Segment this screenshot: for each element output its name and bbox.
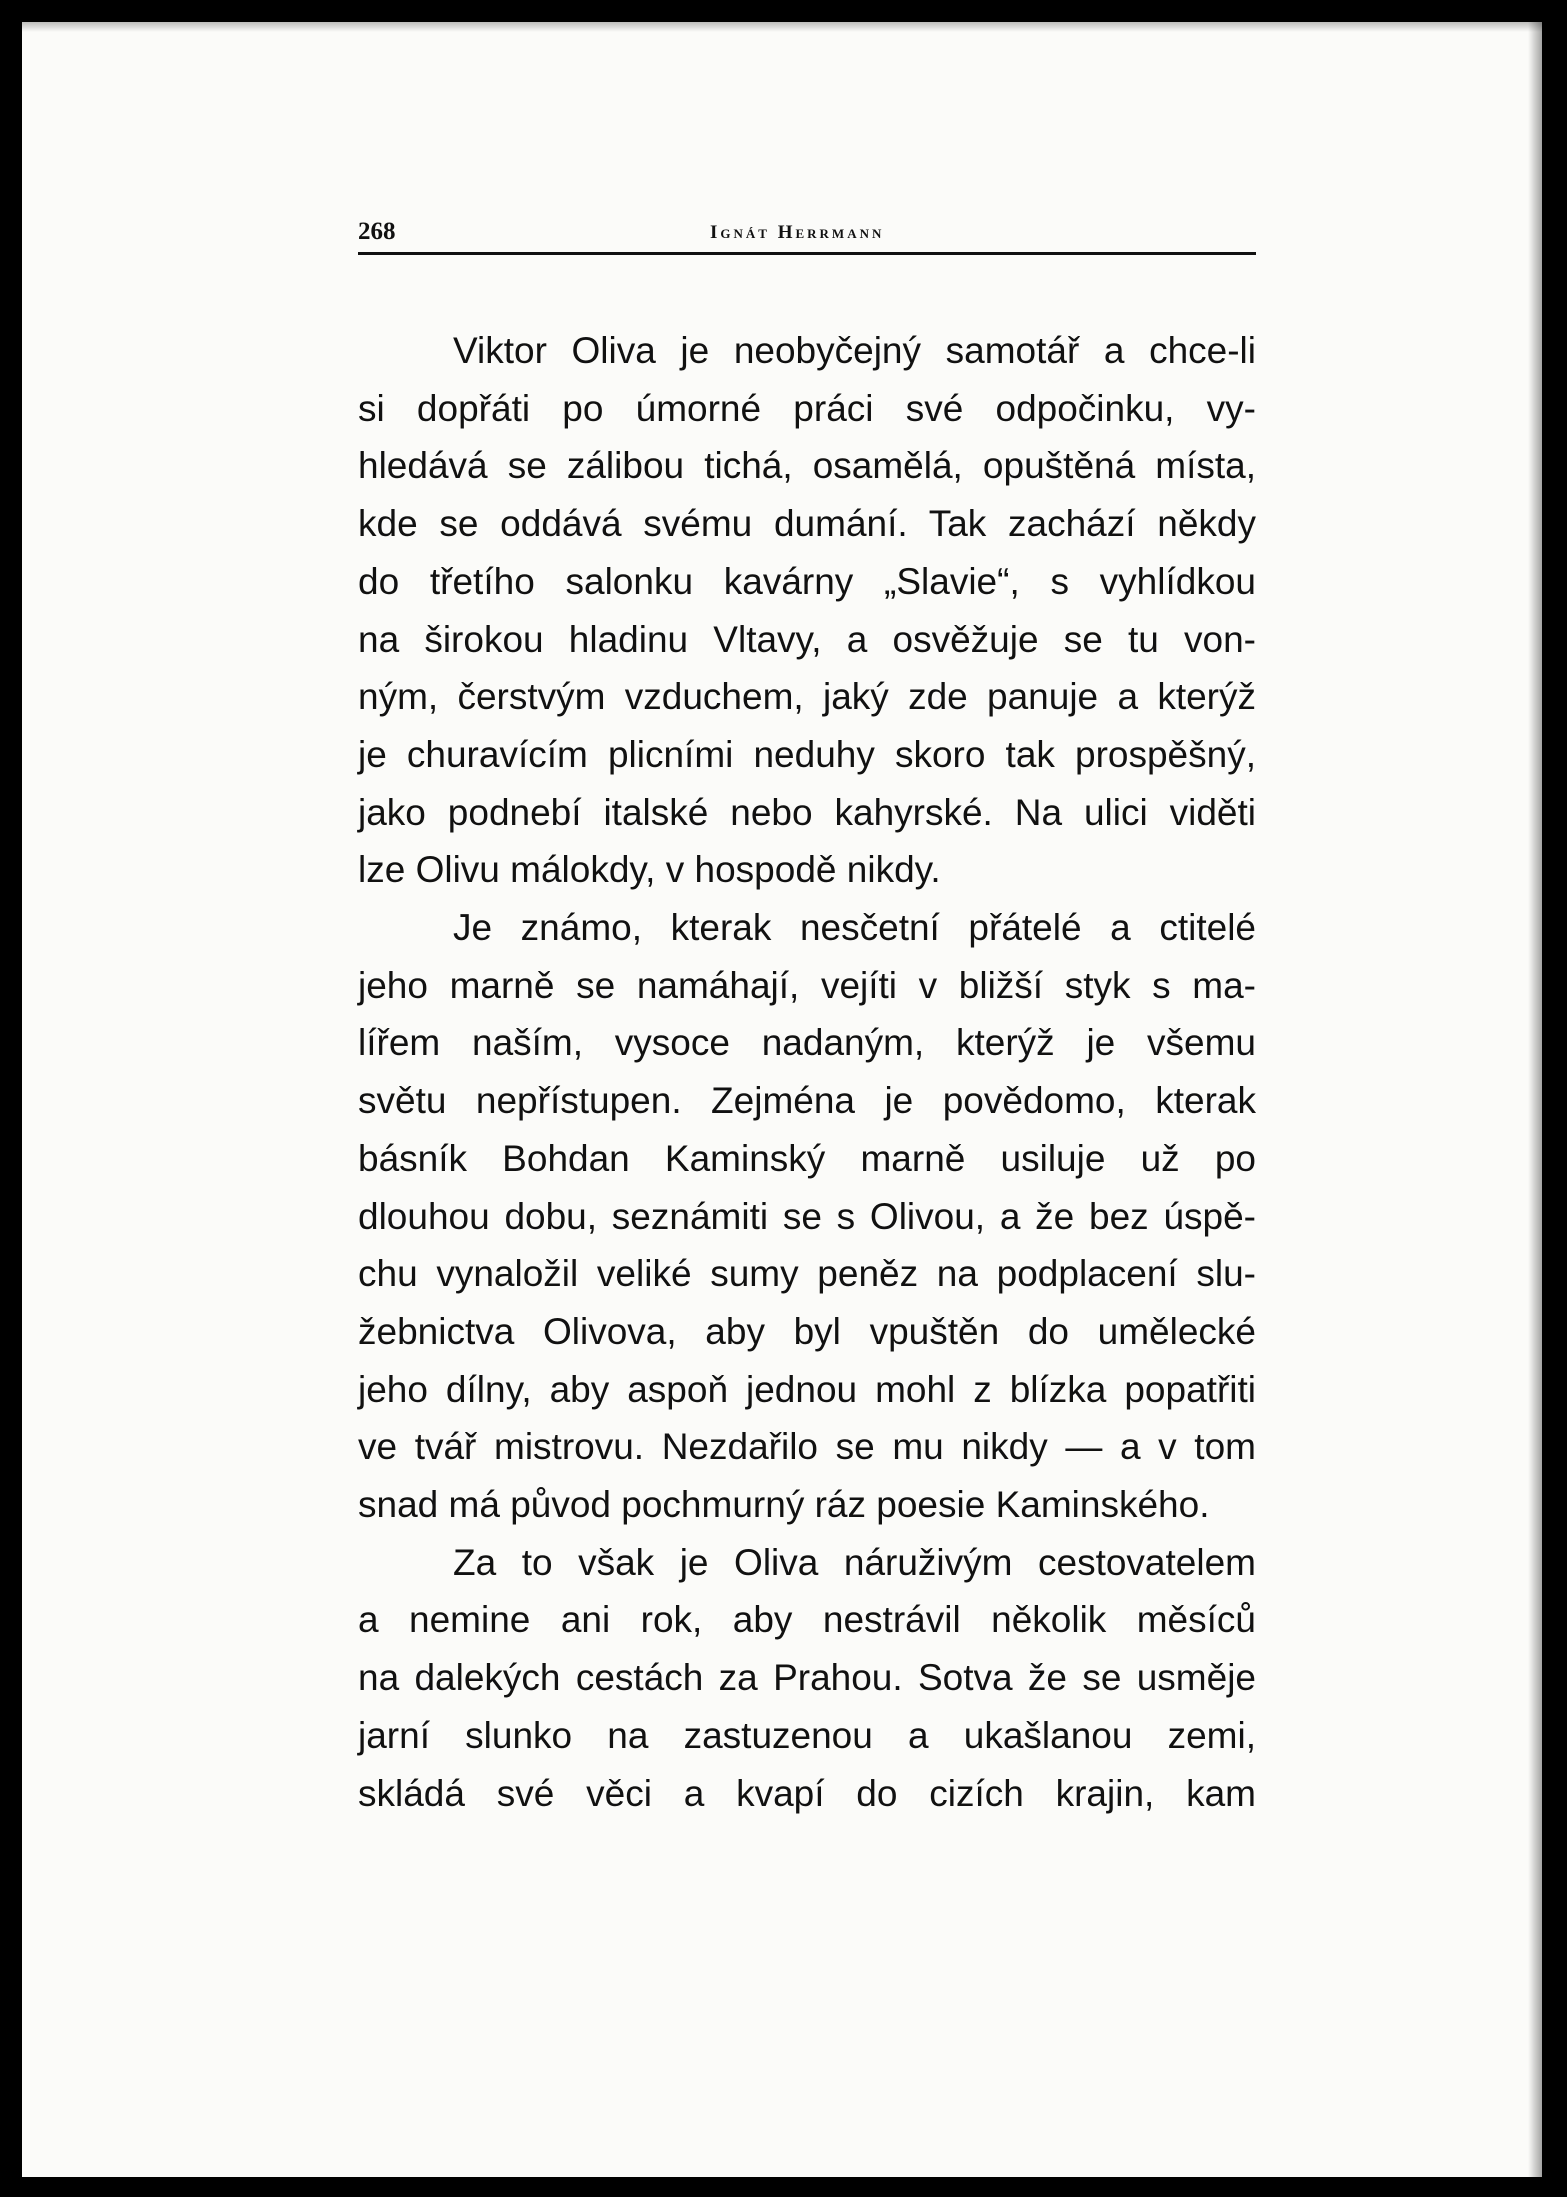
text-line: si dopřáti po úmorné práci své odpočinku, vy- — [358, 387, 1256, 429]
paragraph-2 — [358, 899, 1256, 1534]
text-line: a nemine ani rok, aby nestrávil několik měsíců — [358, 1599, 1256, 1641]
text-line: jarní slunko na zastuzenou a ukašlanou zemi, — [358, 1714, 1256, 1756]
page-edge-shadow-right — [1528, 22, 1542, 2177]
running-head — [358, 218, 1256, 248]
text-line: světu nepřístupen. Zejména je povědomo, kterak — [358, 1080, 1256, 1122]
page-number: 268 — [358, 218, 396, 245]
text-line: dlouhou dobu, seznámiti se s Olivou, a že bez úspě- — [358, 1195, 1256, 1237]
text-line: jako podnebí italské nebo kahyrské. Na ulici viděti — [358, 791, 1256, 833]
text-line: ným, čerstvým vzduchem, jaký zde panuje a kterýž — [358, 676, 1256, 718]
text-line: jeho dílny, aby aspoň jednou mohl z blízka popatřiti — [358, 1368, 1256, 1410]
text-line: skládá své věci a kvapí do cizích krajin, kam — [358, 1772, 1256, 1814]
text-line: Za to však je Oliva náruživým cestovatelem — [453, 1541, 1256, 1583]
paragraph-3 — [358, 1534, 1256, 1823]
text-line: žebnictva Olivova, aby byl vpuštěn do umělecké — [358, 1310, 1256, 1352]
text-line: kde se oddává svému dumání. Tak zachází někdy — [358, 503, 1256, 545]
text-line: lze Olivu málokdy, v hospodě nikdy. — [358, 849, 941, 891]
text-line: chu vynaložil veliké sumy peněz na podplacení slu- — [358, 1253, 1256, 1295]
running-title: Ignát Herrmann — [710, 222, 885, 243]
text-line: lířem naším, vysoce nadaným, kterýž je všemu — [358, 1022, 1256, 1064]
body-text — [358, 322, 1256, 1822]
header-rule — [358, 252, 1256, 255]
text-line: Viktor Oliva je neobyčejný samotář a chce-li — [453, 330, 1256, 371]
text-line: básník Bohdan Kaminský marně usiluje už po — [358, 1137, 1256, 1179]
paragraph-1 — [358, 322, 1256, 899]
page-edge-shadow-top — [22, 22, 1542, 32]
text-line: do třetího salonku kavárny „Slavie“, s vyhlídkou — [358, 560, 1256, 602]
text-line: hledává se zálibou tichá, osamělá, opuštěná místa, — [358, 445, 1256, 487]
text-line: je churavícím plicními neduhy skoro tak prospěšný, — [358, 733, 1256, 775]
text-line: na širokou hladinu Vltavy, a osvěžuje se tu von- — [358, 618, 1256, 660]
text-line: ve tvář mistrovu. Nezdařilo se mu nikdy — a v tom — [358, 1426, 1256, 1468]
text-line: Je známo, kterak nesčetní přátelé a ctitelé — [453, 907, 1256, 949]
text-line: jeho marně se namáhají, vejíti v bližší styk s ma- — [358, 964, 1256, 1006]
text-line: na dalekých cestách za Prahou. Sotva že se usměje — [358, 1657, 1256, 1699]
text-line: snad má původ pochmurný ráz poesie Kaminského. — [358, 1484, 1210, 1526]
